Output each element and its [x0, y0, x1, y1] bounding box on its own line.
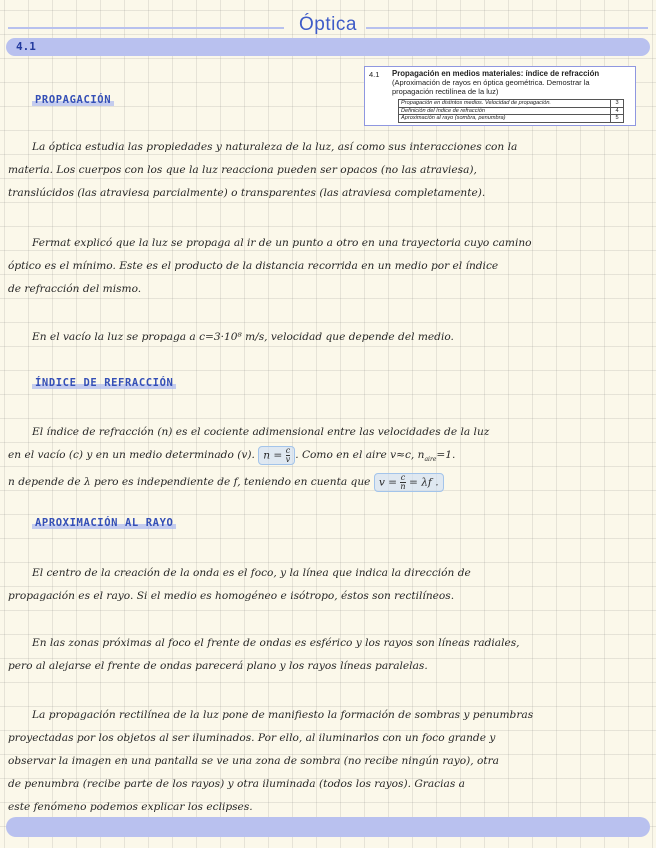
heading-aproximacion-rayo: APROXIMACIÓN AL RAYO: [32, 517, 176, 529]
denominator: v: [285, 454, 291, 464]
text-line: n depende de λ pero es independiente de f, teniendo en cuenta que: [8, 476, 371, 489]
text-line: de refracción del mismo.: [8, 283, 142, 295]
text-line-with-formula: [8, 444, 652, 471]
formula-rhs: = λf .: [408, 476, 439, 489]
text-line: La propagación rectilínea de la luz pone de manifiesto la formación de sombras y penumbras: [32, 709, 534, 721]
formula-lhs: n =: [263, 449, 283, 461]
reference-number: 4.1: [369, 70, 380, 79]
text-line: translúcidos (las atraviesa parcialmente) o transparentes (las atraviesa completamente).: [8, 187, 486, 199]
paragraph-propagacion-1: [8, 136, 648, 205]
reference-heading-rest: (Aproximación de rayos en óptica geométrica. Demostrar la propagación rectilínea de la luz): [392, 78, 590, 96]
text-line: Fermat explicó que la luz se propaga al ir de un punto a otro en una trayectoria cuyo camino: [32, 237, 532, 249]
denominator: n: [400, 481, 406, 491]
text-line: materia. Los cuerpos con los que la luz reacciona pueden ser opacos (no las atraviesa),: [8, 164, 477, 176]
text-line: En las zonas próximas al foco el frente de ondas es esférico y los rayos son líneas radiales,: [32, 637, 520, 649]
reference-topic: Aproximación al rayo (sombra, penumbra): [399, 115, 611, 123]
paragraph-rayo-3: [8, 704, 648, 819]
reference-row: [399, 115, 624, 123]
text-line: proyectadas por los objetos al ser iluminados. Por ello, al iluminarlos con un foco grande y: [8, 732, 496, 744]
text-line: En el vacío la luz se propaga a c=3·10⁸ m/s, velocidad que depende del medio.: [32, 331, 454, 343]
subscript: aire: [424, 456, 437, 464]
text-line: El índice de refracción (n) es el cociente adimensional entre las velocidades de la luz: [32, 426, 490, 438]
section-band-bottom: [6, 817, 650, 837]
text-line: en el vacío (c) y en un medio determinado (v).: [8, 449, 255, 461]
paragraph-propagacion-2: [8, 232, 648, 301]
formula-lhs: v =: [378, 476, 398, 489]
section-number: 4.1: [16, 40, 36, 53]
reference-heading-bold: Propagación en medios materiales: índice de refracción: [392, 69, 600, 78]
formula-n-definition: [258, 446, 295, 465]
text-line: óptico es el mínimo. Este es el producto de la distancia recorrida en un medio por el índice: [8, 260, 499, 272]
heading-indice-refraccion: ÍNDICE DE REFRACCIÓN: [32, 377, 176, 389]
fraction: [400, 474, 405, 491]
numerator: c: [400, 472, 406, 482]
section-band-top: [6, 38, 650, 56]
reference-topic: Propagación en distintos medios. Velocidad de propagación.: [399, 100, 611, 108]
text-line: El centro de la creación de la onda es el foco, y la línea que indica la dirección de: [32, 567, 471, 579]
text-line: pero al alejarse el frente de ondas parecerá plano y los rayos líneas paralelas.: [8, 660, 428, 672]
paragraph-rayo-1: [8, 562, 648, 608]
text-line: este fenómeno podemos explicar los eclipses.: [8, 801, 253, 813]
formula-note: . Como en el aire v≈c, n: [295, 449, 425, 461]
paragraph-propagacion-3: [32, 326, 648, 349]
reference-table: [398, 99, 624, 123]
text-line: de penumbra (recibe parte de los rayos) y otra iluminada (todos los rayos). Gracias a: [8, 778, 465, 790]
formula-note-end: =1.: [436, 449, 456, 461]
reference-page: 5: [611, 115, 624, 123]
reference-topic: Definición del índice de refracción: [399, 107, 611, 115]
text-line: observar la imagen en una pantalla se ve una zona de sombra (no recibe ningún rayo), otra: [8, 755, 499, 767]
paragraph-rayo-2: [8, 632, 648, 678]
fraction: [286, 447, 291, 464]
reference-row: [399, 100, 624, 108]
reference-page: 3: [611, 100, 624, 108]
text-line-with-formula: [8, 471, 652, 494]
numerator: c: [285, 445, 291, 455]
text-line: La óptica estudia las propiedades y naturaleza de la luz, así como sus interacciones con la: [32, 141, 518, 153]
heading-propagacion: PROPAGACIÓN: [32, 94, 114, 106]
reference-heading: [392, 69, 632, 96]
reference-row: [399, 107, 624, 115]
formula-v-relation: [374, 473, 444, 492]
page-title: Óptica: [299, 14, 357, 35]
paragraph-indice: [8, 421, 652, 494]
text-line: propagación es el rayo. Si el medio es homogéneo e isótropo, éstos son rectilíneos.: [8, 590, 455, 602]
reference-box: [364, 66, 636, 126]
reference-page: 4: [611, 107, 624, 115]
